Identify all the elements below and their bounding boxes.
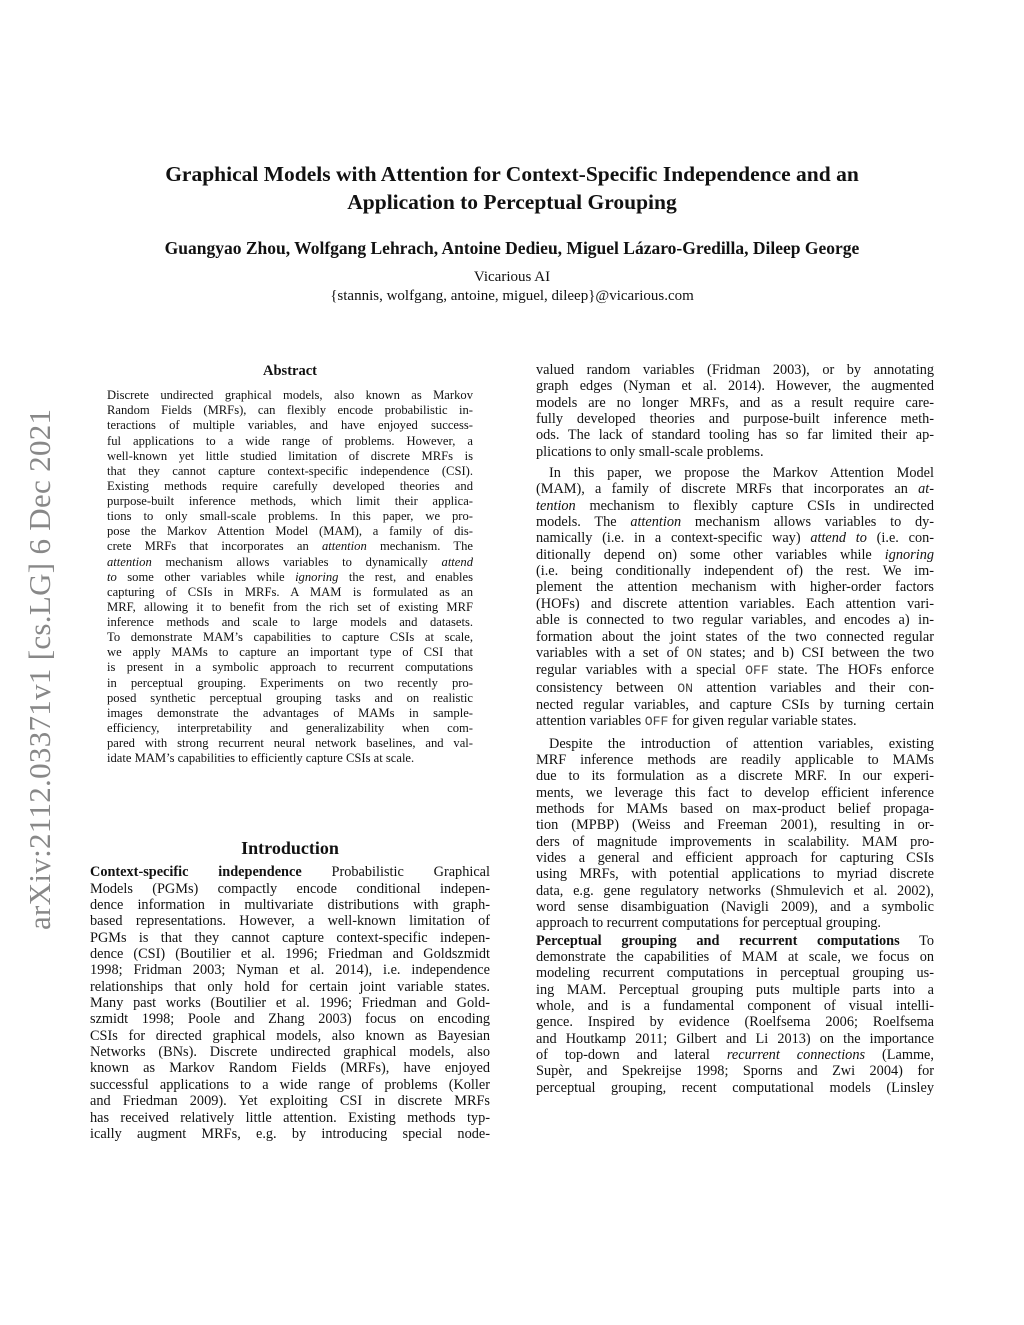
text-line: graph edges (Nyman et al. 2014). However, the augmented xyxy=(536,378,934,395)
code-term: ON xyxy=(686,645,703,661)
text-line: posed synthetic perceptual grouping tasks and on realistic xyxy=(107,690,473,705)
text-line: Context-specific independence Probabilistic Graphical xyxy=(90,864,490,881)
text-line: gence. Inspired by evidence (Roelfsema 2006; Roelfsema xyxy=(536,1014,934,1031)
text-line: idate MAM’s capabilities to efficiently capture CSIs at scale. xyxy=(107,751,415,766)
text-line: (HOFs) and discrete attention variables. Each attention vari- xyxy=(536,595,934,612)
text-line: able is connected to two regular variables, and encodes a) in- xyxy=(536,612,934,629)
code-term: OFF xyxy=(745,663,769,679)
affiliation-block xyxy=(80,268,944,306)
text-line: approach to recurrent computations for perceptual grouping. xyxy=(536,915,881,932)
text-line: relationships that only hold for certain joint variable states. xyxy=(90,978,490,995)
text-line: and Friedman 2009). Yet exploiting CSI in discrete MRFs xyxy=(90,1093,490,1110)
introduction-heading: Introduction xyxy=(241,838,339,858)
text-line: crete MRFs that incorporates an attention mechanism. The xyxy=(107,539,473,554)
paragraph xyxy=(536,933,934,1096)
text-line: that they cannot capture context-specific independence (CSI). xyxy=(107,463,473,478)
paragraph xyxy=(536,736,934,932)
text-line: (MAM), a family of discrete MRFs that incorporates an at- xyxy=(536,481,934,498)
emphasis: recurrent connections xyxy=(726,1047,866,1064)
text-line: dence information in multivariate distributions with graph- xyxy=(90,897,490,914)
title-line: Application to Perceptual Grouping xyxy=(347,190,677,214)
text-line: attention mechanism allows variables to dynamically attend xyxy=(107,554,473,569)
text-line: using MRFs, with potential applications to myriad discrete xyxy=(536,866,934,883)
text-line: Existing methods require carefully developed theories and xyxy=(107,478,473,493)
abstract-body xyxy=(107,388,473,766)
text-line: word sense disambiguation (Navigli 2009), and a symbolic xyxy=(536,899,934,915)
text-line: due to its formulation as a discrete MRF. In our experi- xyxy=(536,768,934,785)
text-line: methods for MAMs based on max-product belief propaga- xyxy=(536,800,934,817)
emphasis: ignoring xyxy=(884,546,934,563)
text-line: regular variables with a special OFF state. The HOFs enforce xyxy=(536,662,934,679)
text-line: consistency between ON attention variables and their con- xyxy=(536,679,935,696)
text-line: pose the Markov Attention Model (MAM), a family of dis- xyxy=(107,524,473,539)
text-line: to some other variables while ignoring the rest, and enables xyxy=(107,569,474,584)
text-line: has received relatively little attention. Existing methods typ- xyxy=(90,1109,490,1126)
text-line: ders of magnitude improvements in scalability. MAM pro- xyxy=(536,833,934,850)
text-line: is present in a symbolic approach to recurrent computations xyxy=(107,660,473,675)
paragraph xyxy=(536,362,934,460)
text-line: images demonstrate the advantages of MAMs in sample- xyxy=(107,705,473,720)
arxiv-identifier: arXiv:2112.03371v1 [cs.LG] 6 Dec 2021 xyxy=(22,408,57,930)
text-line: teractions of multiple variables, and have enjoyed success- xyxy=(107,418,473,433)
emphasis: attention xyxy=(630,514,682,531)
text-line: Models (PGMs) compactly encode conditional indepen- xyxy=(90,880,490,897)
text-line: inference methods and scale to large models and datasets. xyxy=(107,615,473,629)
text-line: efficiency, interpretability and generalizability when com- xyxy=(107,720,473,735)
paragraph xyxy=(90,864,490,1142)
text-line: attention variables OFF for given regular variable states. xyxy=(536,713,857,730)
introduction-body xyxy=(90,864,490,1142)
text-line: plement the attention mechanism with higher-order factors xyxy=(536,579,934,596)
text-line: fully developed theories and purpose-built inference meth- xyxy=(536,411,934,428)
text-line: variables with a set of ON states; and b) CSI between the two xyxy=(536,644,934,661)
text-line: ments, we leverage this fact to develop efficient inference xyxy=(536,784,934,801)
emphasis: at- xyxy=(918,481,934,498)
right-column xyxy=(536,362,934,1096)
text-line: data, e.g. gene regulatory networks (Shmulevich et al. 2002), xyxy=(536,882,934,899)
text-line: szmidt 1998; Poole and Zhang 2003) focus on encoding xyxy=(90,1011,490,1028)
text-line: 1998; Fridman 2003; Nyman et al. 2014), i.e. independence xyxy=(90,962,490,979)
text-line: ditionally depend on) some other variables while ignoring xyxy=(536,546,934,563)
text-line: in perceptual grouping. Experiments on two recently pro- xyxy=(107,675,473,690)
text-line: Perceptual grouping and recurrent computations To xyxy=(536,932,934,949)
text-line: MRF inference methods are readily applicable to MAMs xyxy=(536,751,934,768)
abstract-heading: Abstract xyxy=(263,363,317,379)
title-line: Graphical Models with Attention for Context-Specific Independence and an xyxy=(165,162,859,186)
right-column-body xyxy=(536,362,934,1096)
code-term: OFF xyxy=(644,714,669,730)
text-line: and Houtkamp 2011; Gilbert and Li 2013) on the importance xyxy=(536,1030,934,1047)
text-line: we apply MAMs to capture an important type of CSI that xyxy=(107,645,473,660)
text-line: successful applications to a wide range of problems (Koller xyxy=(90,1076,490,1093)
text-line: Discrete undirected graphical models, also known as Markov xyxy=(107,388,473,403)
text-line: ful applications to a wide range of problems. However, a xyxy=(107,433,473,448)
text-line: Supèr, and Spekreijse 1998; Sporns and Zwi 2004) for xyxy=(536,1063,934,1080)
emphasis: attend xyxy=(441,554,473,569)
text-line: perceptual grouping, recent computational models (Linsley xyxy=(536,1079,934,1096)
run-in-heading: Context-specific independence xyxy=(90,864,302,881)
paper-title xyxy=(80,160,944,216)
text-line: purpose-built inference methods, which limit their applica- xyxy=(107,494,473,508)
text-line: whole, and is a fundamental component of visual intelli- xyxy=(536,998,934,1015)
text-line: models. The attention mechanism allows variables to dy- xyxy=(536,514,935,531)
emphasis: to xyxy=(107,569,117,584)
text-line: nected regular variables, and capture CSIs by turning certain xyxy=(536,696,934,713)
text-line: Random Fields (MRFs), can flexibly encode probabilistic in- xyxy=(107,403,473,418)
text-line: well-known yet little studied limitation of discrete MRFs is xyxy=(107,448,473,463)
text-line: MRF, allowing it to benefit from the rich set of existing MRF xyxy=(107,599,473,614)
code-term: ON xyxy=(677,680,693,696)
text-line: plications to only small-scale problems. xyxy=(536,443,764,460)
text-line: In this paper, we propose the Markov Attention Model xyxy=(549,465,934,482)
text-line: demonstrate the capabilities of MAM at scale, we focus on xyxy=(536,949,934,966)
text-line: of top-down and lateral recurrent connections (Lamme, xyxy=(536,1047,934,1064)
text-line: tention mechanism to flexibly capture CSIs in undirected xyxy=(536,497,934,514)
text-line: ods. The lack of standard tooling has so far limited their ap- xyxy=(536,427,934,444)
text-line: Networks (BNs). Discrete undirected graphical models, also xyxy=(90,1044,490,1061)
abstract-section xyxy=(107,364,473,766)
text-line: (i.e. being conditionally independent of) the rest. We im- xyxy=(536,563,934,580)
text-line: namically (i.e. in a context-specific way) attend to (i.e. con- xyxy=(536,530,935,547)
emphasis: attention xyxy=(107,554,152,569)
emphasis: ignoring xyxy=(295,569,339,584)
text-line: tion (MPBP) (Weiss and Freeman 2001), resulting in or- xyxy=(536,817,934,834)
text-line: ically augment MRFs, e.g. by introducing special node- xyxy=(90,1125,490,1142)
text-line: capturing of CSIs in MRFs. A MAM is formulated as an xyxy=(107,584,473,599)
emphasis: attention xyxy=(321,539,367,554)
text-line: CSIs for directed graphical models, also known as Bayesian xyxy=(90,1027,490,1044)
paragraph xyxy=(536,465,934,731)
paragraph xyxy=(107,388,473,766)
emphasis: attend to xyxy=(810,530,867,547)
text-line: ing MAM. Perceptual grouping puts multiple parts into a xyxy=(536,981,934,998)
text-line: Many past works (Boutilier et al. 1996; Friedman and Gold- xyxy=(90,995,490,1012)
text-line: pared with strong recurrent neural network baselines, and val- xyxy=(107,736,473,750)
text-line: modeling recurrent computations in perceptual grouping us- xyxy=(536,965,934,982)
introduction-section xyxy=(90,840,490,1142)
text-line: vides a general and efficient approach for capturing CSIs xyxy=(536,849,934,866)
text-line: valued random variables (Fridman 2003), or by annotating xyxy=(536,362,934,378)
run-in-heading: Perceptual grouping and recurrent computations xyxy=(536,932,900,949)
text-line: models are no longer MRFs, and as a result require care- xyxy=(536,394,934,411)
text-line: To demonstrate MAM’s capabilities to capture CSIs at scale, xyxy=(107,630,473,645)
text-line: formation about the joint states of the two connected regular xyxy=(536,628,934,645)
text-line: tions to only small-scale problems. In this paper, we pro- xyxy=(107,509,473,524)
affiliation: Vicarious AI xyxy=(473,269,551,285)
author-list: Guangyao Zhou, Wolfgang Lehrach, Antoine Dedieu, Miguel Lázaro-Gredilla, Dileep George xyxy=(164,238,860,258)
text-line: dence (CSI) (Boutilier et al. 1996; Friedman and Goldszmidt xyxy=(90,946,490,963)
text-line: PGMs is that they cannot capture context-specific indepen- xyxy=(90,929,490,946)
emphasis: tention xyxy=(536,497,576,514)
text-line: Despite the introduction of attention variables, existing xyxy=(549,735,934,752)
text-line: based representations. However, a well-known limitation of xyxy=(90,913,490,930)
text-line: known as Markov Random Fields (MRFs), have enjoyed xyxy=(90,1060,490,1077)
author-emails: {stannis, wolfgang, antoine, miguel, dileep}@vicarious.com xyxy=(330,288,694,304)
